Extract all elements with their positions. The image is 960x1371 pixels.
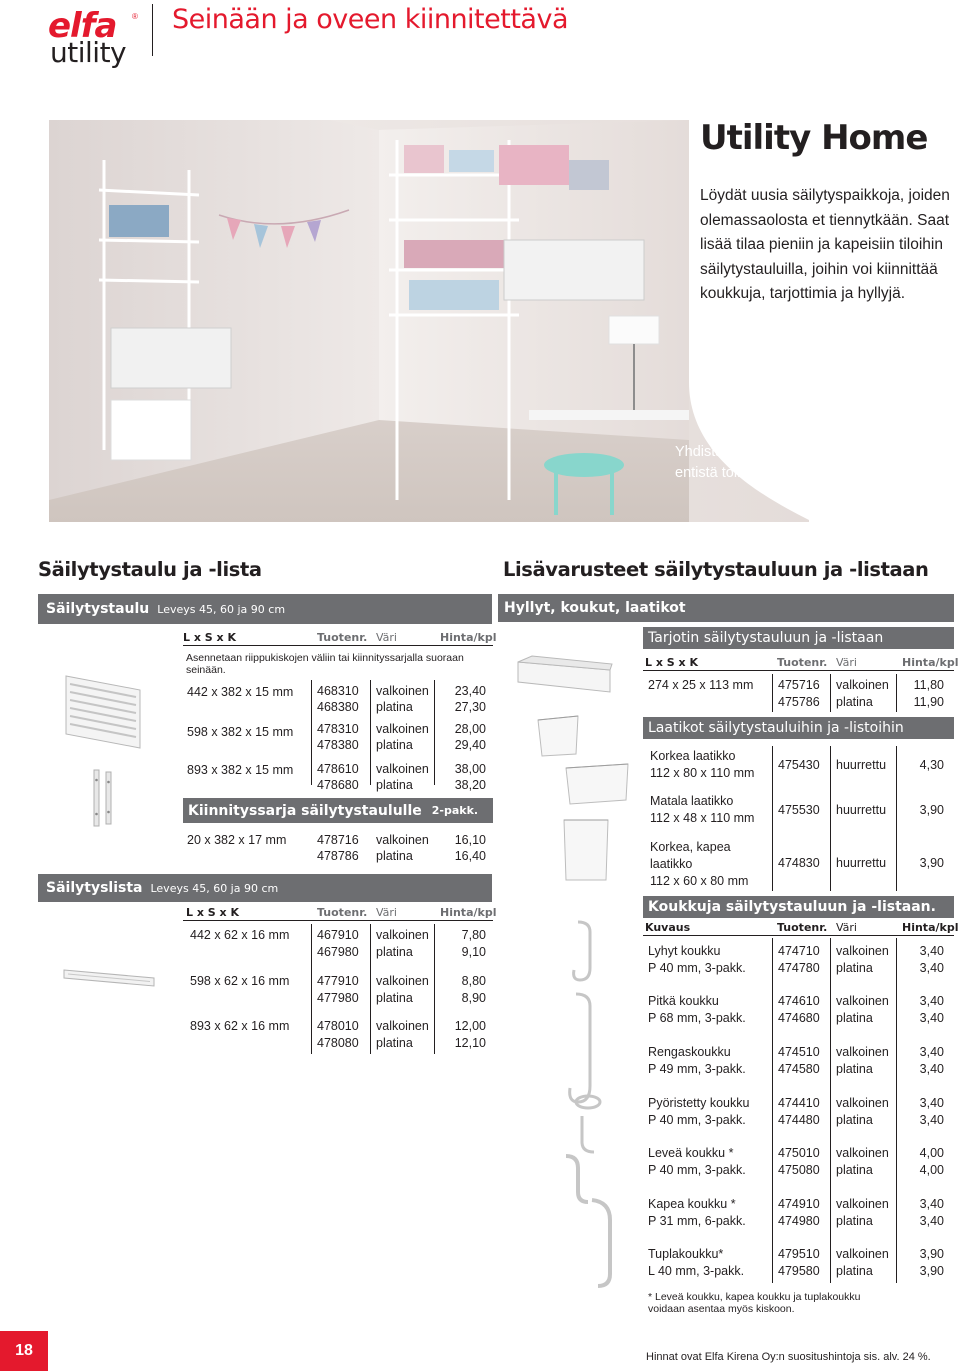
hook-spec: L 40 mm, 3-pakk. [648, 1264, 745, 1278]
hook-color: valkoinen [836, 1247, 889, 1261]
hook-price: 3,40 [919, 1062, 944, 1076]
hook-color: valkoinen [836, 1197, 889, 1211]
board-row-color: valkoinen [376, 762, 429, 776]
hook-name: Pyöristetty koukku [648, 1096, 750, 1110]
hooks-col-divider-2 [830, 938, 831, 1283]
hook-color: platina [836, 1264, 873, 1278]
strip-row-price: 9,10 [461, 945, 486, 959]
hook-price: 3,40 [919, 961, 944, 975]
strip-col-divider-2 [370, 924, 371, 1054]
hook-code: 479510 [778, 1247, 820, 1261]
box-price: 3,90 [919, 856, 944, 870]
hooks-footnote: * Leveä koukku, kapea koukku ja tuplakoukku voidaan asentaa myös kiskoon. [648, 1291, 861, 1315]
kit-bar [183, 798, 493, 823]
brand-logo [48, 6, 158, 69]
hook-color: valkoinen [836, 1146, 889, 1160]
strip-col-code: Tuotenr. [317, 906, 368, 919]
hook-code: 474780 [778, 961, 820, 975]
board-col-divider-3 [434, 680, 435, 785]
hook-color: platina [836, 1163, 873, 1177]
kit-code: 478716 [317, 833, 359, 847]
board-row-code: 478610 [317, 762, 359, 776]
hooks-col-divider-3 [896, 938, 897, 1283]
hero-photo [49, 120, 960, 522]
board-row-color: platina [376, 778, 413, 792]
board-row-price: 38,20 [454, 778, 486, 792]
board-row-dims: 893 x 382 x 15 mm [187, 763, 294, 777]
strip-row-dims: 598 x 62 x 16 mm [190, 974, 290, 988]
hook-code: 474410 [778, 1096, 820, 1110]
intro-text: Löydät uusia säilytyspaikkoja, joiden olemassaolosta et tiennytkään. Saat lisää tilaa pieniin ja kapeisiin tiloihin säilytystauluilla, joihin voi kiinnittää koukkuja, tarjottimia ja hyllyjä. [700, 187, 950, 302]
intro-title: Utility Home [700, 118, 928, 158]
narrow-box-image [558, 814, 614, 886]
page-number: 18 [0, 1331, 48, 1371]
strip-row-code: 477910 [317, 974, 359, 988]
page-title: Seinään ja oveen kiinnitettävä [172, 4, 568, 35]
board-row-price: 27,30 [454, 700, 486, 714]
long-hook-image [562, 990, 602, 1110]
box-color: huurrettu [836, 758, 887, 772]
board-row-code: 478380 [317, 738, 359, 752]
section-title-accessories: Lisävarusteet säilytystauluun ja -listaan [503, 558, 929, 581]
board-row-price: 28,00 [454, 722, 486, 736]
kit-title: Kiinnityssarja säilytystaululle [188, 802, 422, 819]
tray-price: 11,90 [913, 695, 944, 709]
kit-dims: 20 x 382 x 17 mm [187, 833, 287, 847]
hook-spec: P 68 mm, 3-pakk. [648, 1011, 746, 1025]
strip-row-price: 8,90 [461, 991, 486, 1005]
strip-col-price: Hinta/kpl [440, 906, 497, 919]
short-hook-image [568, 918, 598, 984]
hooks-col-color: Väri [836, 921, 857, 934]
boxes-col-divider-3 [896, 746, 897, 891]
board-note: Asennetaan riippukiskojen väliin tai kiinnityssarjalla suoraan seinään. [186, 652, 464, 676]
tray-color: valkoinen [836, 678, 889, 692]
box-name: Korkea laatikko [650, 749, 736, 763]
strip-col-dims: L x S x K [186, 906, 239, 919]
tray-color: platina [836, 695, 873, 709]
hook-color: valkoinen [836, 944, 889, 958]
double-hook-image [584, 1196, 618, 1290]
board-row-color: platina [376, 738, 413, 752]
board-row-code: 478310 [317, 722, 359, 736]
boxes-col-divider-2 [830, 746, 831, 891]
hooks-col-code: Tuotenr. [777, 921, 828, 934]
ring-hook-image [574, 1112, 614, 1156]
hook-code: 479580 [778, 1264, 820, 1278]
strip-bar-sub: Leveys 45, 60 ja 90 cm [150, 881, 279, 895]
tray-col-price: Hinta/kpl [902, 656, 959, 669]
strip-bar-title: Säilytyslista [46, 880, 143, 896]
board-bar [38, 594, 492, 624]
board-row-color: valkoinen [376, 684, 429, 698]
strip-row-price: 8,80 [461, 974, 486, 988]
hook-color: platina [836, 1214, 873, 1228]
kit-color: platina [376, 849, 413, 863]
board-bar-sub: Leveys 45, 60 ja 90 cm [157, 602, 286, 616]
strip-row-dims: 893 x 62 x 16 mm [190, 1019, 290, 1033]
boxes-bar: Laatikot säilytystauluihin ja -listoihin [643, 717, 954, 739]
board-col-divider-2 [370, 680, 371, 785]
hook-price: 3,40 [919, 994, 944, 1008]
tray-col-divider-3 [896, 674, 897, 712]
board-col-divider-1 [311, 680, 312, 785]
section-title-board: Säilytystaulu ja -lista [38, 558, 262, 581]
board-col-dims: L x S x K [183, 631, 236, 644]
header-divider [152, 4, 153, 56]
hook-price: 3,90 [919, 1264, 944, 1278]
box-dims: 112 x 60 x 80 mm [650, 874, 749, 888]
strip-row-price: 7,80 [461, 928, 486, 942]
hook-price: 3,40 [919, 1113, 944, 1127]
tray-price: 11,80 [913, 678, 944, 692]
logo-registered-mark: ® [132, 12, 138, 21]
strip-row-code: 478080 [317, 1036, 359, 1050]
hook-color: valkoinen [836, 1045, 889, 1059]
tray-dims: 274 x 25 x 113 mm [648, 678, 754, 692]
storage-board-image [62, 672, 144, 752]
board-row-dims: 598 x 382 x 15 mm [187, 725, 294, 739]
low-box-image [562, 760, 634, 808]
kit-price: 16,10 [454, 833, 486, 847]
hook-color: platina [836, 961, 873, 975]
box-dims: 112 x 48 x 110 mm [650, 811, 755, 825]
box-dims: 112 x 80 x 110 mm [650, 766, 755, 780]
hook-code: 474910 [778, 1197, 820, 1211]
strip-row-color: platina [376, 991, 413, 1005]
strip-col-divider-1 [311, 924, 312, 1054]
hook-code: 475010 [778, 1146, 820, 1160]
strip-col-divider-3 [434, 924, 435, 1054]
kit-price: 16,40 [454, 849, 486, 863]
hook-code: 474510 [778, 1045, 820, 1059]
tray-col-code: Tuotenr. [777, 656, 828, 669]
board-row-color: platina [376, 700, 413, 714]
hook-code: 474980 [778, 1214, 820, 1228]
mounting-kit-image [90, 768, 116, 828]
hook-price: 3,40 [919, 1011, 944, 1025]
strip-row-code: 477980 [317, 991, 359, 1005]
board-row-price: 38,00 [454, 762, 486, 776]
storage-strip-image [62, 966, 156, 990]
strip-row-dims: 442 x 62 x 16 mm [190, 928, 290, 942]
hook-name: Tuplakoukku* [648, 1247, 724, 1261]
hook-code: 474710 [778, 944, 820, 958]
hook-price: 3,40 [919, 1214, 944, 1228]
strip-row-code: 467980 [317, 945, 359, 959]
board-row-code: 468380 [317, 700, 359, 714]
board-col-color: Väri [376, 631, 397, 644]
hook-code: 474480 [778, 1113, 820, 1127]
strip-row-color: valkoinen [376, 1019, 429, 1033]
board-row-price: 23,40 [454, 684, 486, 698]
hook-code: 475080 [778, 1163, 820, 1177]
hook-spec: P 31 mm, 6-pakk. [648, 1214, 746, 1228]
box-color: huurrettu [836, 803, 887, 817]
hook-price: 3,40 [919, 1197, 944, 1211]
hook-code: 474610 [778, 994, 820, 1008]
hook-name: Lyhyt koukku [648, 944, 721, 958]
kit-code: 478786 [317, 849, 359, 863]
boxes-col-divider-1 [772, 746, 773, 891]
strip-row-price: 12,10 [454, 1036, 486, 1050]
board-bar-title: Säilytystaulu [46, 601, 150, 617]
strip-row-code: 478010 [317, 1019, 359, 1033]
hook-price: 3,40 [919, 944, 944, 958]
tray-header-rule [643, 670, 954, 671]
kit-pack: 2-pakk. [431, 804, 479, 817]
tray-bar: Tarjotin säilytystauluun ja -listaan [643, 627, 954, 649]
box-color: huurrettu [836, 856, 887, 870]
strip-row-color: valkoinen [376, 928, 429, 942]
hooks-header-rule [643, 935, 954, 936]
price-note: Hinnat ovat Elfa Kirena Oy:n suositushintoja sis. alv. 24 %. [646, 1351, 931, 1363]
hook-color: platina [836, 1011, 873, 1025]
logo-elfa-text: elfa [48, 6, 117, 46]
strip-bar [38, 874, 492, 902]
strip-row-color: valkoinen [376, 974, 429, 988]
box-price: 4,30 [919, 758, 944, 772]
hook-color: valkoinen [836, 994, 889, 1008]
strip-row-color: platina [376, 945, 413, 959]
box-code: 475430 [778, 758, 820, 772]
hook-name: Rengaskoukku [648, 1045, 731, 1059]
tray-col-dims: L x S x K [645, 656, 698, 669]
strip-header-rule [183, 920, 493, 921]
board-col-price: Hinta/kpl [440, 631, 497, 644]
high-box-image [534, 712, 584, 760]
box-name: Matala laatikko [650, 794, 734, 808]
board-row-color: valkoinen [376, 722, 429, 736]
hook-price: 4,00 [919, 1163, 944, 1177]
hooks-col-price: Hinta/kpl [902, 921, 959, 934]
hooks-col-desc: Kuvaus [645, 921, 691, 934]
hooks-col-divider-1 [772, 938, 773, 1283]
hook-spec: P 49 mm, 3-pakk. [648, 1062, 746, 1076]
hook-color: platina [836, 1062, 873, 1076]
box-code: 475530 [778, 803, 820, 817]
logo-utility-text: utility [50, 36, 127, 69]
accessories-bar: Hyllyt, koukut, laatikot [498, 594, 954, 622]
box-code: 474830 [778, 856, 820, 870]
box-name: Korkea, kapea [650, 840, 731, 854]
kit-color: valkoinen [376, 833, 429, 847]
hook-color: platina [836, 1113, 873, 1127]
box-price: 3,90 [919, 803, 944, 817]
board-row-code: 478680 [317, 778, 359, 792]
tray-col-color: Väri [836, 656, 857, 669]
hook-price: 3,90 [919, 1247, 944, 1261]
hook-price: 4,00 [919, 1146, 944, 1160]
board-row-code: 468310 [317, 684, 359, 698]
hook-name: Kapea koukku * [648, 1197, 736, 1211]
tray-col-divider-1 [772, 674, 773, 712]
hero-caption: Yhdistämällä Classicin kanssa saat entistä toimivamman säilytysratkaisun. [675, 444, 923, 481]
hook-spec: P 40 mm, 3-pakk. [648, 961, 746, 975]
hook-code: 474580 [778, 1062, 820, 1076]
strip-col-color: Väri [376, 906, 397, 919]
hook-spec: P 40 mm, 3-pakk. [648, 1113, 746, 1127]
board-col-code: Tuotenr. [317, 631, 368, 644]
hook-price: 3,40 [919, 1096, 944, 1110]
tray-code: 475716 [778, 678, 820, 692]
hook-spec: P 40 mm, 3-pakk. [648, 1163, 746, 1177]
board-header-rule [183, 645, 493, 646]
board-row-price: 29,40 [454, 738, 486, 752]
strip-row-code: 467910 [317, 928, 359, 942]
box-name-2: laatikko [650, 857, 693, 871]
hook-name: Leveä koukku * [648, 1146, 734, 1160]
hook-color: valkoinen [836, 1096, 889, 1110]
hook-price: 3,40 [919, 1045, 944, 1059]
hook-name: Pitkä koukku [648, 994, 719, 1008]
hook-code: 474680 [778, 1011, 820, 1025]
tray-image [512, 652, 616, 698]
tray-code: 475786 [778, 695, 820, 709]
tray-col-divider-2 [830, 674, 831, 712]
hooks-bar: Koukkuja säilytystauluun ja -listaan. [643, 896, 954, 918]
strip-row-price: 12,00 [454, 1019, 486, 1033]
board-row-dims: 442 x 382 x 15 mm [187, 685, 294, 699]
strip-row-color: platina [376, 1036, 413, 1050]
